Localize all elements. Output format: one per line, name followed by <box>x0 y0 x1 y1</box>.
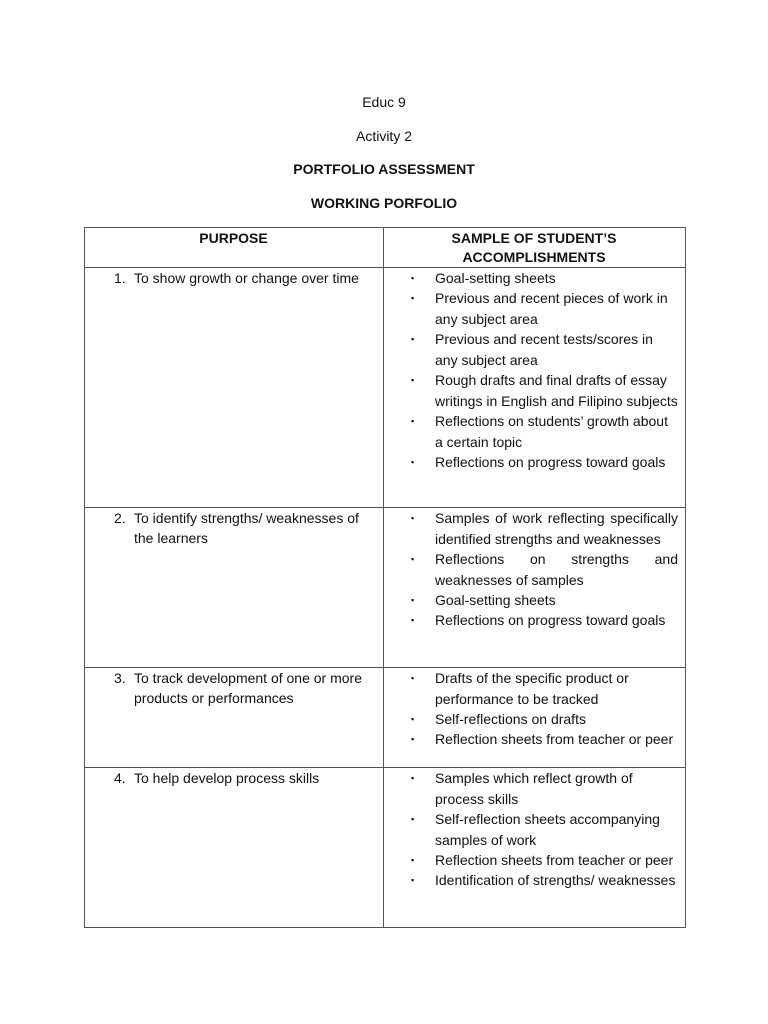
square-bullet-icon: ▪ <box>411 855 415 865</box>
square-bullet-icon: ▪ <box>411 615 415 625</box>
activity-label: Activity 2 <box>355 128 412 144</box>
list-item: ▪ Reflections on progress toward goals <box>411 610 678 631</box>
samples-list <box>390 268 678 473</box>
square-bullet-icon: ▪ <box>411 875 415 885</box>
list-item: ▪ Goal-setting sheets <box>411 590 678 611</box>
list-item: ▪ Samples which reflect growth of process skills <box>411 770 633 807</box>
purpose-text: To show growth or change over time <box>134 270 359 286</box>
samples-cell <box>384 768 686 928</box>
samples-cell <box>384 508 686 668</box>
list-item: ▪ Self-reflections on drafts <box>411 709 678 730</box>
table-row <box>85 268 686 508</box>
row-number: 2. <box>114 510 126 526</box>
samples-column-header: SAMPLE OF STUDENT’S ACCOMPLISHMENTS <box>384 228 686 268</box>
list-item: ▪ Reflections on progress toward goals <box>411 452 678 473</box>
square-bullet-icon: ▪ <box>411 554 415 564</box>
purpose-cell <box>85 508 384 668</box>
document-title: PORTFOLIO ASSESSMENT <box>293 161 475 177</box>
square-bullet-icon: ▪ <box>411 293 415 303</box>
table-row <box>85 768 686 928</box>
list-item: ▪ Identification of strengths/ weaknesses <box>411 870 678 891</box>
square-bullet-icon: ▪ <box>411 773 415 783</box>
document-subtitle: WORKING PORFOLIO <box>310 195 458 211</box>
square-bullet-icon: ▪ <box>411 714 415 724</box>
purpose-cell <box>85 668 384 768</box>
square-bullet-icon: ▪ <box>411 334 415 344</box>
purpose-column-header: PURPOSE <box>85 228 384 268</box>
row-number: 3. <box>114 670 126 686</box>
purpose-cell <box>85 768 384 928</box>
list-item: ▪ Reflection sheets from teacher or peer <box>411 850 678 871</box>
list-item: ▪ Samples of work reflecting specifically identified strengths and weaknesses <box>411 510 678 547</box>
square-bullet-icon: ▪ <box>411 595 415 605</box>
square-bullet-icon: ▪ <box>411 814 415 824</box>
samples-cell <box>384 268 686 508</box>
square-bullet-icon: ▪ <box>411 673 415 683</box>
row-number: 4. <box>114 770 126 786</box>
course-code: Educ 9 <box>362 94 406 110</box>
square-bullet-icon: ▪ <box>411 273 415 283</box>
list-item: ▪ Reflection sheets from teacher or peer <box>411 729 678 750</box>
list-item: ▪ Reflections on students’ growth about a certain topic <box>411 413 668 450</box>
table-row <box>85 508 686 668</box>
square-bullet-icon: ▪ <box>411 416 415 426</box>
list-item: ▪ Self-reflection sheets accompanying samples of work <box>411 811 660 848</box>
list-item: ▪ Rough drafts and final drafts of essay writings in English and Filipino subjects <box>411 372 678 409</box>
square-bullet-icon: ▪ <box>411 457 415 467</box>
purpose-cell <box>85 268 384 508</box>
purpose-text: To help develop process skills <box>134 770 320 786</box>
list-item: ▪ Reflections on strengths and weaknesses of samples <box>411 551 678 588</box>
square-bullet-icon: ▪ <box>411 375 415 385</box>
row-number: 1. <box>114 270 126 286</box>
samples-list <box>390 508 678 631</box>
list-item: ▪ Previous and recent tests/scores in any subject area <box>411 331 653 368</box>
table-row <box>85 668 686 768</box>
square-bullet-icon: ▪ <box>411 513 415 523</box>
list-item: ▪ Drafts of the specific product or performance to be tracked <box>411 670 629 707</box>
list-item: ▪ Goal-setting sheets <box>411 268 678 289</box>
samples-cell <box>384 668 686 768</box>
list-item: ▪ Previous and recent pieces of work in any subject area <box>411 290 668 327</box>
purpose-text: To track development of one or more products or performances <box>134 670 363 706</box>
samples-list <box>390 768 678 891</box>
portfolio-table <box>84 227 686 928</box>
purpose-text: To identify strengths/ weaknesses of the learners <box>134 510 359 546</box>
square-bullet-icon: ▪ <box>411 734 415 744</box>
table-header-row <box>85 228 686 268</box>
samples-list <box>390 668 678 750</box>
